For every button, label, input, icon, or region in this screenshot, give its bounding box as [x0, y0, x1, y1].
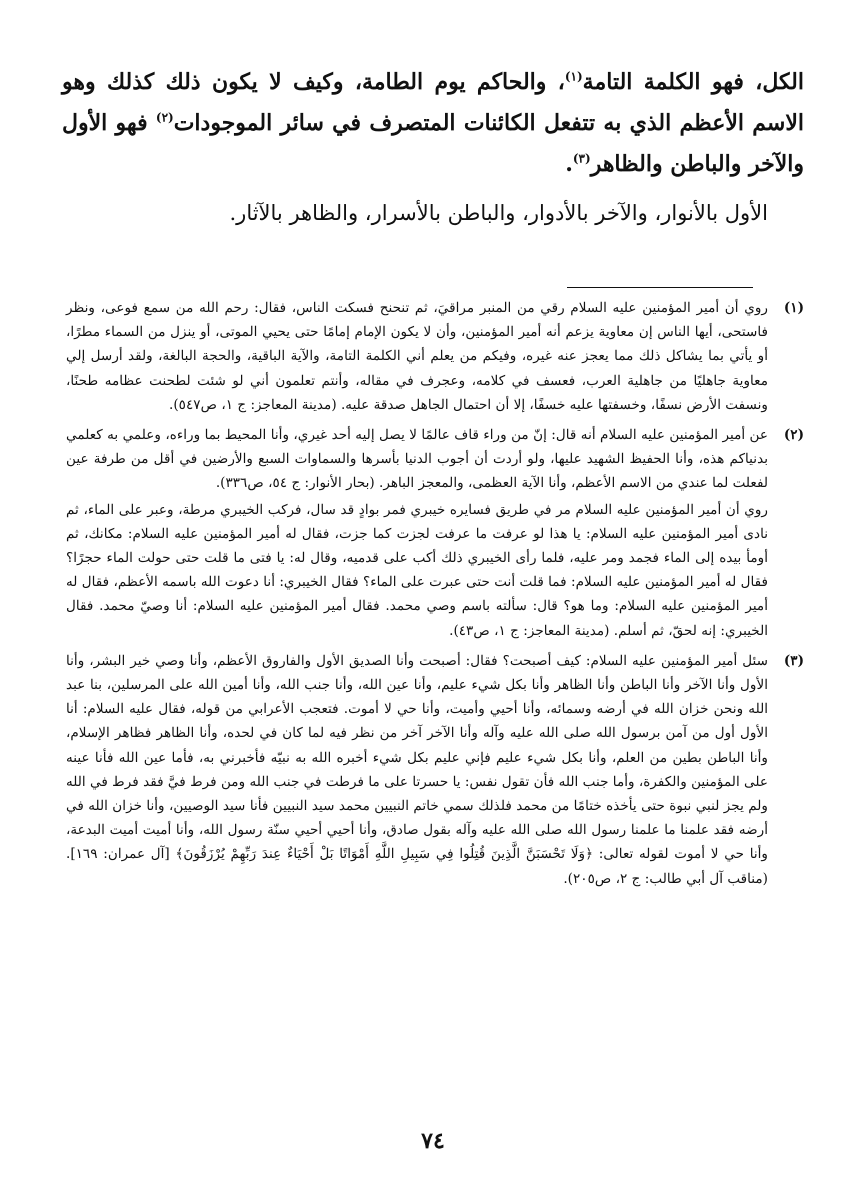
footnote-number: (٣) [783, 652, 804, 669]
footnote-3 [66, 649, 804, 891]
footnote-2 [66, 423, 804, 643]
footnote-continuation: روي أن أمير المؤمنين عليه السلام مر في طريق فسايره خيبري فمر بوادٍ قد سال، فركب الخيبري مرطة، وعبر على الماء، ثم نادى أمير المؤمنين عليه السلام: يا هذا لو عرفت ما عرفت لجزت كما جزت، فقال له أمير المؤمنين عليه السلام: مكانك، ثم أومأ بيده إلى الماء فجمد ومر عليه، فلما رأى الخيبري ذلك أكب على قدميه، وقال له: يا فتى ما قلت حتى حولت الماء حجرًا؟ فقال له أمير المؤمنين عليه السلام: فما قلت أنت حتى عبرت على الماء؟ فقال الخيبري: أنا دعوت الله باسمه الأعظم، فقال له أمير المؤمنين عليه السلام: وما هو؟ قال: سألته باسم وصي محمد. فقال أمير المؤمنين عليه السلام: أنا وصيّ محمد. فقال الخيبري: إنه لحقّ، ثم أسلم. (مدينة المعاجز: ج ١، ص٤٣). [66, 501, 768, 639]
footnote-ref-1[interactable]: (١) [564, 69, 583, 84]
main-text [62, 62, 804, 234]
page-number: ٧٤ [421, 1128, 445, 1154]
verse-line: الأول بالأنوار، والآخر بالأدوار، والباطن بالأسرار، والظاهر بالآثار. [229, 201, 768, 225]
main-paragraph [62, 62, 804, 185]
footnote-separator [567, 287, 753, 288]
footnote-number: (١) [783, 300, 804, 316]
footnotes [66, 296, 804, 897]
footnote-1 [66, 296, 804, 417]
footnote-text: سئل أمير المؤمنين عليه السلام: كيف أصبحت؟ فقال: أصبحت وأنا الصديق الأول والفاروق الأعظم، وأنا وصي خير البشر، وأنا الأول وأنا الآخر وأنا الباطن وأنا الظاهر وأنا بكل شيء عليم، وأنا عين الله، وأنا جنب الله، وأنا أمين الله على المرسلين، بنا عبد الله ونحن خزان الله في أرضه وسمائه، وأنا أحيي وأميت، وأنا حي لا أموت. فتعجب الأعرابي من قوله، فقال عليه السلام: أنا الأول أول من آمن برسول الله صلى الله عليه وآله وأنا الآخر آخر من نظر فيه لما كان في لحده، وأنا الظاهر فظاهر الإسلام، وأنا الباطن بطين من العلم، وأنا بكل شيء عليم فإني عليم بكل شيء أخبره الله به نبيّه فأخبرني به، فأما عين الله فأنا عينه على المؤمنين والكفرة، وأما جنب الله فأن تقول نفس: يا حسرتا على ما فرطت في جنب الله ومن فرط فيَّ فقد فرط في الله ولم يجز لنبي نبوة حتى يأخذه ختامًا من محمد فلذلك سمي خاتم النبيين محمد سيد النبيين فأنا سيد الوصيين، وأنا خزان الله في أرضه فقد علمنا ما علمنا رسول الله صلى الله عليه وآله بقول صادق، وأنا أحيي أحيي سنّة رسول الله، وأنا أميت أميت البدعة، وأنا حي لا أموت لقوله تعالى: ﴿وَلَا تَحْسَبَنَّ الَّذِينَ قُتِلُوا فِي سَبِيلِ اللَّهِ أَمْوَاتًا بَلْ أَحْيَاءٌ عِندَ رَبِّهِمْ يُرْزَقُونَ﴾ [آل عمران: ١٦٩]. (مناقب آل أبي طالب: ج ٢، ص٢٠٥). [66, 652, 768, 887]
footnote-text: روي أن أمير المؤمنين عليه السلام رقي من المنبر مراقيَ، ثم تنحنح فسكت الناس، فقال: رحم الله من سمع فوعى، ونظر فاستحى، أيها الناس إن معاوية يزعم أنه أمير المؤمنين، وأن لا يكون الإمام إمامًا حتى يحيي الموتى، أو ينزل من السماء مطرًا، أو يأتي بما يشاكل ذلك مما يعجز عنه غيره، وفيكم من يعلم أني الكلمة التامة، والآية الباقية، والحجة البالغة، ولقد أرسل إلي معاوية جاهليًا من جاهلية العرب، فعسف في كلامه، وعجرف في مقاله، وأنتم تعلمون أني لو شئت لطحنت عظامه طحنًا، ونسفت الأرض نسفًا، وخسفتها عليه خسفًا، إلا أن احتمال الجاهل صدقة عليه. (مدينة المعاجز: ج ١، ص٥٤٧). [66, 300, 768, 413]
main-text-segment: فهو الأول والآخر والباطن والظاهر [62, 110, 804, 177]
main-text-segment: . [565, 151, 573, 177]
main-text-segment: الكل، فهو الكلمة التامة [582, 69, 804, 95]
footnote-text: عن أمير المؤمنين عليه السلام أنه قال: إنّ من وراء قاف عالمًا لا يصل إليه أحد غيري، وأنا المحيط بما وراءه، وعلمي به كعلمي بدنياكم هذه، وأنا الحفيظ الشهيد عليها، ولو أردت أن أجوب الدنيا بأسرها والسماوات السبع والأرضين في أقل من طرفة عين لفعلت لما عندي من الاسم الأعظم، وأنا الآية العظمى، والمعجز الباهر. (بحار الأنوار: ج ٥٤، ص٣٣٦). [66, 427, 768, 492]
footnote-ref-3[interactable]: (٣) [572, 151, 591, 166]
main-text-segment: ، والحاكم يوم الطامة، وكيف لا يكون ذلك كذلك وهو الاسم الأعظم الذي به تتفعل الكائنات المتصرف في سائر الموجودات [62, 69, 805, 136]
footnote-number: (٢) [783, 427, 804, 444]
footnote-ref-2[interactable]: (٢) [155, 110, 174, 125]
